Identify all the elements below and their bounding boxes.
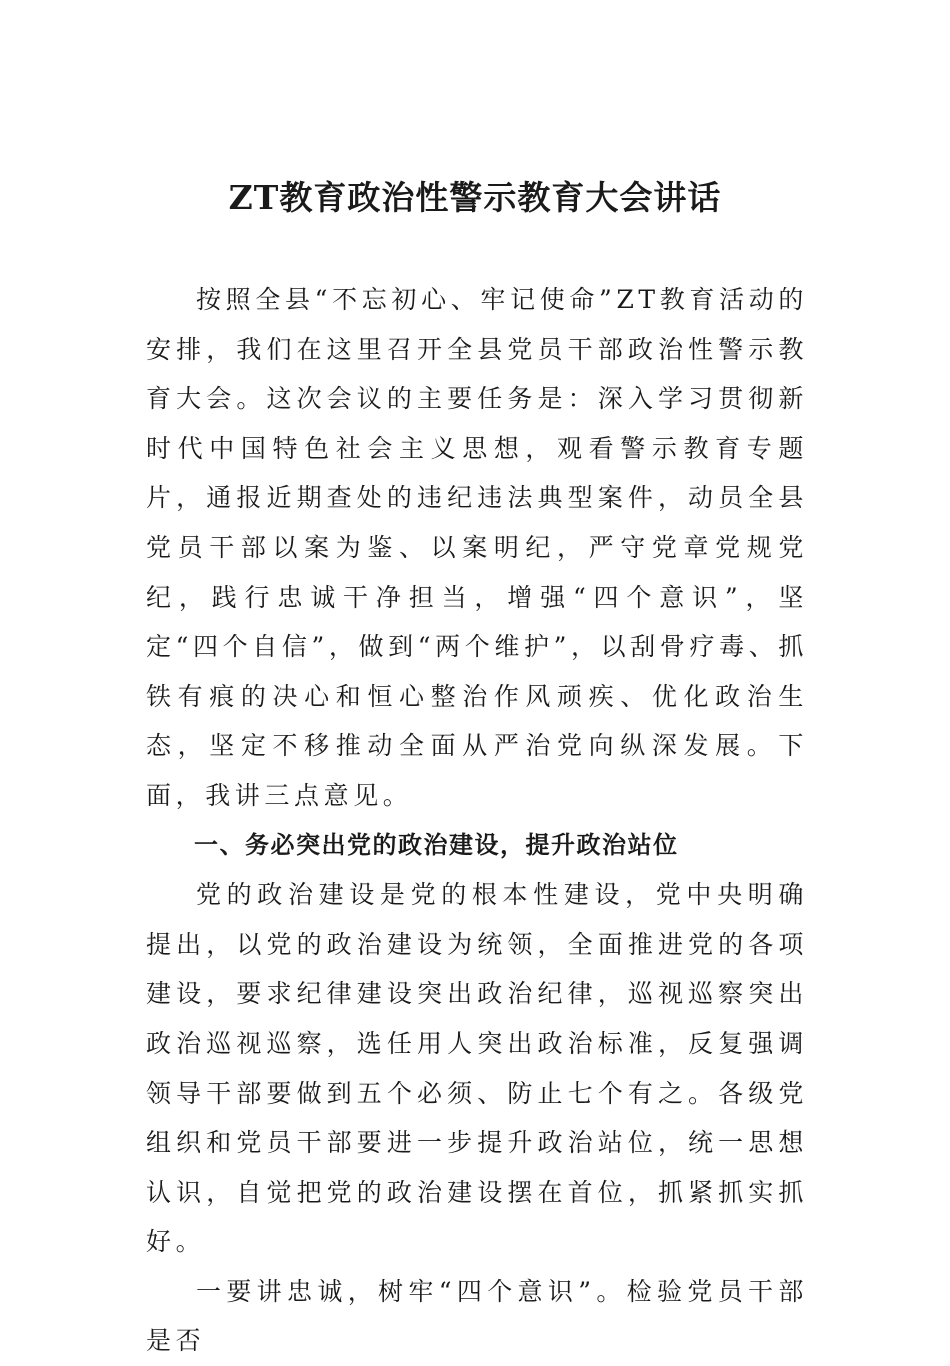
- paragraph: 按照全县“不忘初心、牢记使命”ZT教育活动的安排，我们在这里召开全县党员干部政治性警示教育大会。这次会议的主要任务是：深入学习贯彻新时代中国特色社会主义思想，观看警示教育专题片，通报近期查处的违纪违法典型案件，动员全县党员干部以案为鉴、以案明纪，严守党章党规党纪，践行忠诚干净担当，增强“四个意识”，坚定“四个自信”，做到“两个维护”，以刮骨疗毒、抓铁有痕的决心和恒心整治作风顽疾、优化政治生态，坚定不移推动全面从严治党向纵深发展。下面，我讲三点意见。: [146, 285, 808, 810]
- section-heading: 一、务必突出党的政治建设，提升政治站位: [194, 830, 679, 859]
- paragraph: 一要讲忠诚，树牢“四个意识”。检验党员干部是否: [146, 1276, 808, 1356]
- document-title: ZT教育政治性警示教育大会讲话: [228, 178, 722, 217]
- paragraph: 党的政治建设是党的根本性建设，党中央明确提出，以党的政治建设为统领，全面推进党的各项建设，要求纪律建设突出政治纪律，巡视巡察突出政治巡视巡察，选任用人突出政治标准，反复强调领导干部要做到五个必须、防止七个有之。各级党组织和党员干部要进一步提升政治站位，统一思想认识，自觉把党的政治建设摆在首位，抓紧抓实抓好。: [146, 880, 808, 1257]
- document-body: [146, 275, 808, 1366]
